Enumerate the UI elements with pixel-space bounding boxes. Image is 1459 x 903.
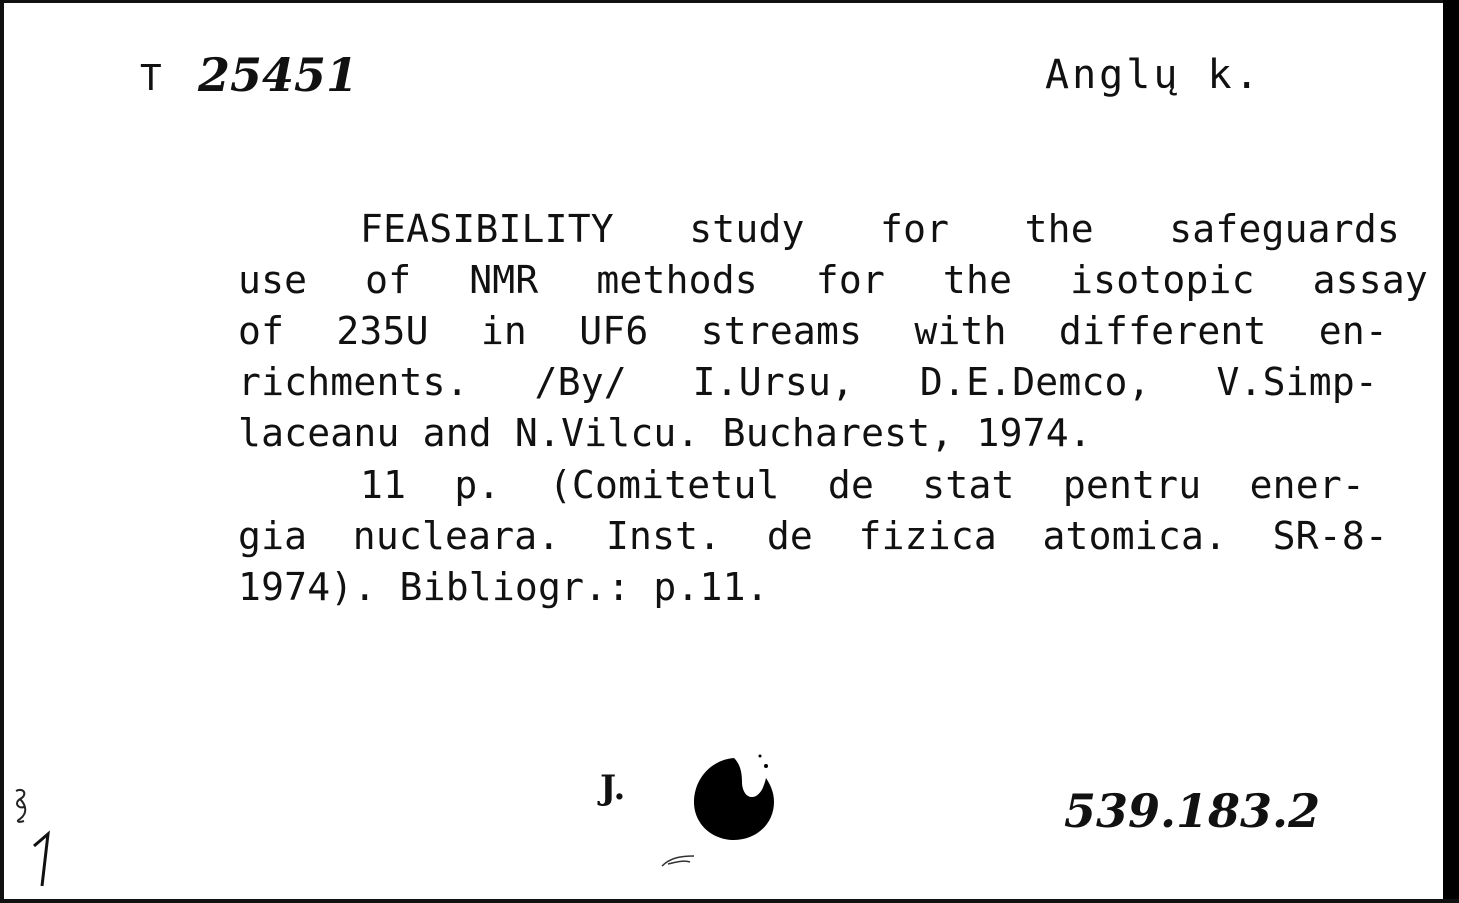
punch-hole-icon: [690, 752, 778, 844]
pencil-mark-icon: [660, 852, 696, 870]
body-line-4: richments. /By/ I.Ursu, D.E.Demco, V.Simp-: [238, 360, 1378, 404]
stamp-mark: J.: [600, 768, 626, 808]
body-line-6: 11 p. (Comitetul de stat pentru ener-: [360, 463, 1365, 507]
body-line-1: FEASIBILITY study for the safeguards: [360, 207, 1400, 251]
body-line-2: use of NMR methods for the isotopic assay: [238, 258, 1428, 302]
body-line-3: of 235U in UF6 streams with different en-: [238, 309, 1388, 353]
card-right-edge: [1443, 0, 1459, 903]
margin-number: [28, 830, 58, 890]
card-bottom-edge: [0, 899, 1459, 903]
body-line-8: 1974). Bibliogr.: p.11.: [238, 565, 769, 609]
classification-number: 539.183.2: [1064, 784, 1321, 838]
call-number: 25451: [198, 48, 359, 102]
call-number-prefix: T: [140, 58, 162, 99]
language-label: Anglų k.: [1045, 52, 1262, 98]
handwritten-scribble-icon: [10, 785, 40, 825]
body-line-7: gia nucleara. Inst. de fizica atomica. SR-8-: [238, 514, 1388, 558]
body-line-5: laceanu and N.Vilcu. Bucharest, 1974.: [238, 411, 1092, 455]
card-top-edge: [0, 0, 1459, 3]
card-left-edge: [0, 0, 4, 903]
